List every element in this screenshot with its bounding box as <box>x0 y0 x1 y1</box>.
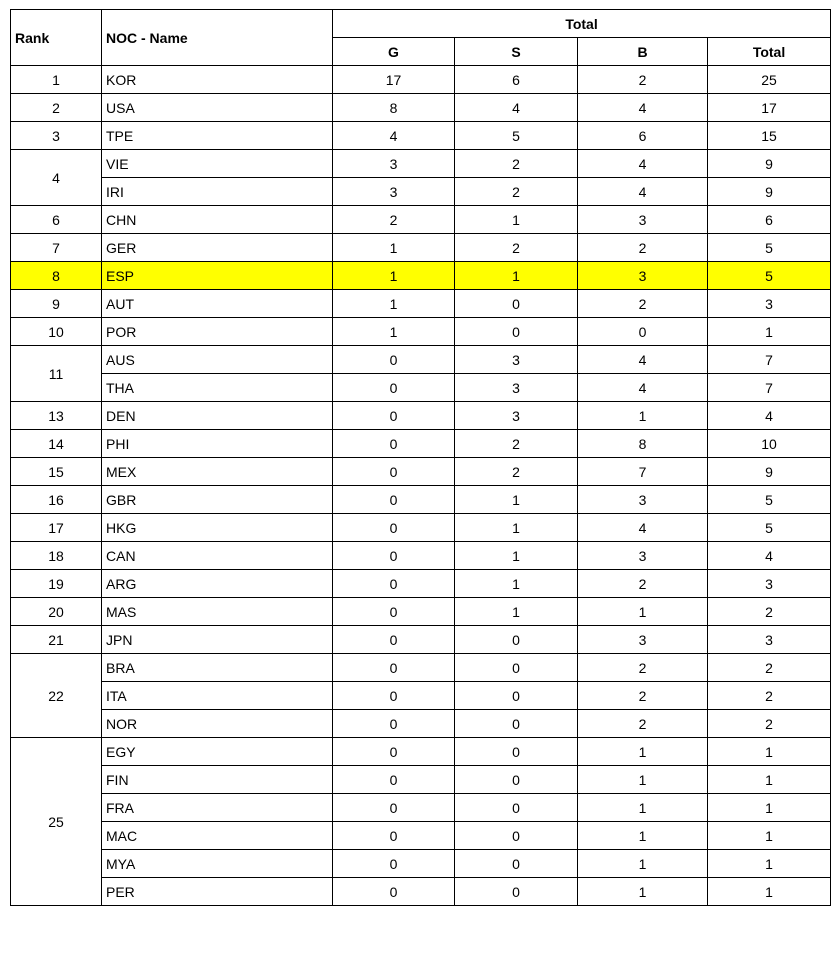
noc-name-cell: HKG <box>102 514 333 542</box>
noc-name-cell: AUS <box>102 346 333 374</box>
total-cell: 10 <box>708 430 831 458</box>
bronze-cell: 2 <box>578 66 708 94</box>
table-row <box>11 346 831 374</box>
total-cell: 3 <box>708 570 831 598</box>
header-silver: S <box>455 38 578 66</box>
silver-cell: 3 <box>455 346 578 374</box>
medal-table <box>10 9 831 906</box>
total-cell: 2 <box>708 710 831 738</box>
bronze-cell: 3 <box>578 486 708 514</box>
rank-cell: 1 <box>11 66 102 94</box>
rank-cell: 18 <box>11 542 102 570</box>
bronze-cell: 3 <box>578 262 708 290</box>
noc-name-cell: MAC <box>102 822 333 850</box>
noc-name-cell: IRI <box>102 178 333 206</box>
total-cell: 2 <box>708 598 831 626</box>
gold-cell: 0 <box>333 794 455 822</box>
gold-cell: 8 <box>333 94 455 122</box>
table-row <box>11 374 831 402</box>
rank-cell: 16 <box>11 486 102 514</box>
gold-cell: 3 <box>333 150 455 178</box>
gold-cell: 1 <box>333 290 455 318</box>
noc-name-cell: AUT <box>102 290 333 318</box>
total-cell: 5 <box>708 262 831 290</box>
gold-cell: 1 <box>333 318 455 346</box>
table-row <box>11 262 831 290</box>
gold-cell: 0 <box>333 850 455 878</box>
silver-cell: 5 <box>455 122 578 150</box>
bronze-cell: 4 <box>578 514 708 542</box>
bronze-cell: 3 <box>578 626 708 654</box>
total-cell: 1 <box>708 738 831 766</box>
silver-cell: 2 <box>455 430 578 458</box>
gold-cell: 4 <box>333 122 455 150</box>
bronze-cell: 7 <box>578 458 708 486</box>
gold-cell: 0 <box>333 346 455 374</box>
table-row <box>11 570 831 598</box>
gold-cell: 17 <box>333 66 455 94</box>
table-row <box>11 710 831 738</box>
table-row <box>11 794 831 822</box>
gold-cell: 0 <box>333 458 455 486</box>
table-row <box>11 766 831 794</box>
gold-cell: 0 <box>333 766 455 794</box>
noc-name-cell: GER <box>102 234 333 262</box>
table-row <box>11 654 831 682</box>
total-cell: 25 <box>708 66 831 94</box>
silver-cell: 0 <box>455 654 578 682</box>
rank-cell: 11 <box>11 346 102 402</box>
noc-name-cell: JPN <box>102 626 333 654</box>
table-row <box>11 402 831 430</box>
bronze-cell: 2 <box>578 654 708 682</box>
rank-cell: 21 <box>11 626 102 654</box>
table-row <box>11 878 831 906</box>
bronze-cell: 1 <box>578 766 708 794</box>
bronze-cell: 1 <box>578 794 708 822</box>
bronze-cell: 8 <box>578 430 708 458</box>
bronze-cell: 0 <box>578 318 708 346</box>
total-cell: 4 <box>708 402 831 430</box>
header-gold: G <box>333 38 455 66</box>
rank-cell: 17 <box>11 514 102 542</box>
table-row <box>11 822 831 850</box>
bronze-cell: 1 <box>578 822 708 850</box>
rank-cell: 4 <box>11 150 102 206</box>
total-cell: 1 <box>708 318 831 346</box>
bronze-cell: 4 <box>578 94 708 122</box>
silver-cell: 0 <box>455 290 578 318</box>
rank-cell: 8 <box>11 262 102 290</box>
noc-name-cell: PER <box>102 878 333 906</box>
bronze-cell: 2 <box>578 290 708 318</box>
bronze-cell: 1 <box>578 850 708 878</box>
noc-name-cell: ARG <box>102 570 333 598</box>
bronze-cell: 1 <box>578 598 708 626</box>
silver-cell: 0 <box>455 794 578 822</box>
table-row <box>11 430 831 458</box>
table-row <box>11 206 831 234</box>
rank-cell: 19 <box>11 570 102 598</box>
total-cell: 2 <box>708 682 831 710</box>
gold-cell: 0 <box>333 682 455 710</box>
bronze-cell: 4 <box>578 178 708 206</box>
silver-cell: 1 <box>455 206 578 234</box>
noc-name-cell: FIN <box>102 766 333 794</box>
total-cell: 2 <box>708 654 831 682</box>
gold-cell: 1 <box>333 262 455 290</box>
silver-cell: 0 <box>455 318 578 346</box>
table-body <box>11 66 831 906</box>
total-cell: 1 <box>708 794 831 822</box>
header-rank: Rank <box>11 10 102 66</box>
noc-name-cell: MEX <box>102 458 333 486</box>
total-cell: 5 <box>708 234 831 262</box>
bronze-cell: 2 <box>578 682 708 710</box>
gold-cell: 0 <box>333 878 455 906</box>
total-cell: 6 <box>708 206 831 234</box>
total-cell: 5 <box>708 486 831 514</box>
total-cell: 4 <box>708 542 831 570</box>
table-row <box>11 626 831 654</box>
silver-cell: 0 <box>455 738 578 766</box>
gold-cell: 0 <box>333 374 455 402</box>
rank-cell: 22 <box>11 654 102 738</box>
table-row <box>11 234 831 262</box>
table-row <box>11 850 831 878</box>
bronze-cell: 2 <box>578 234 708 262</box>
bronze-cell: 3 <box>578 206 708 234</box>
gold-cell: 1 <box>333 234 455 262</box>
noc-name-cell: FRA <box>102 794 333 822</box>
silver-cell: 0 <box>455 626 578 654</box>
table-row <box>11 682 831 710</box>
silver-cell: 2 <box>455 150 578 178</box>
total-cell: 17 <box>708 94 831 122</box>
noc-name-cell: MYA <box>102 850 333 878</box>
table-row <box>11 150 831 178</box>
total-cell: 1 <box>708 766 831 794</box>
bronze-cell: 4 <box>578 374 708 402</box>
silver-cell: 6 <box>455 66 578 94</box>
gold-cell: 3 <box>333 178 455 206</box>
table-row <box>11 738 831 766</box>
noc-name-cell: PHI <box>102 430 333 458</box>
noc-name-cell: VIE <box>102 150 333 178</box>
noc-name-cell: EGY <box>102 738 333 766</box>
gold-cell: 0 <box>333 542 455 570</box>
bronze-cell: 4 <box>578 150 708 178</box>
total-cell: 1 <box>708 850 831 878</box>
table-row <box>11 290 831 318</box>
noc-name-cell: TPE <box>102 122 333 150</box>
silver-cell: 1 <box>455 542 578 570</box>
gold-cell: 0 <box>333 514 455 542</box>
table-row <box>11 94 831 122</box>
header-total: Total <box>708 38 831 66</box>
total-cell: 7 <box>708 346 831 374</box>
noc-name-cell: GBR <box>102 486 333 514</box>
noc-name-cell: CAN <box>102 542 333 570</box>
table-header <box>11 10 831 66</box>
silver-cell: 2 <box>455 178 578 206</box>
bronze-cell: 3 <box>578 542 708 570</box>
noc-name-cell: BRA <box>102 654 333 682</box>
noc-name-cell: DEN <box>102 402 333 430</box>
rank-cell: 3 <box>11 122 102 150</box>
rank-cell: 25 <box>11 738 102 906</box>
silver-cell: 1 <box>455 598 578 626</box>
bronze-cell: 2 <box>578 570 708 598</box>
total-cell: 3 <box>708 290 831 318</box>
gold-cell: 0 <box>333 654 455 682</box>
total-cell: 3 <box>708 626 831 654</box>
table-row <box>11 598 831 626</box>
table-row <box>11 122 831 150</box>
total-cell: 7 <box>708 374 831 402</box>
table-row <box>11 178 831 206</box>
gold-cell: 0 <box>333 738 455 766</box>
noc-name-cell: USA <box>102 94 333 122</box>
rank-cell: 14 <box>11 430 102 458</box>
silver-cell: 0 <box>455 710 578 738</box>
bronze-cell: 1 <box>578 402 708 430</box>
gold-cell: 0 <box>333 626 455 654</box>
bronze-cell: 4 <box>578 346 708 374</box>
noc-name-cell: NOR <box>102 710 333 738</box>
gold-cell: 0 <box>333 598 455 626</box>
table-row <box>11 542 831 570</box>
silver-cell: 0 <box>455 766 578 794</box>
gold-cell: 0 <box>333 570 455 598</box>
total-cell: 9 <box>708 178 831 206</box>
table-row <box>11 486 831 514</box>
silver-cell: 1 <box>455 486 578 514</box>
header-bronze: B <box>578 38 708 66</box>
noc-name-cell: THA <box>102 374 333 402</box>
bronze-cell: 1 <box>578 738 708 766</box>
header-noc-name: NOC - Name <box>102 10 333 66</box>
rank-cell: 13 <box>11 402 102 430</box>
bronze-cell: 2 <box>578 710 708 738</box>
silver-cell: 3 <box>455 402 578 430</box>
header-total-group: Total <box>333 10 831 38</box>
bronze-cell: 1 <box>578 878 708 906</box>
total-cell: 1 <box>708 822 831 850</box>
gold-cell: 0 <box>333 402 455 430</box>
table-row <box>11 514 831 542</box>
total-cell: 9 <box>708 458 831 486</box>
silver-cell: 0 <box>455 682 578 710</box>
noc-name-cell: POR <box>102 318 333 346</box>
noc-name-cell: KOR <box>102 66 333 94</box>
silver-cell: 2 <box>455 234 578 262</box>
gold-cell: 0 <box>333 822 455 850</box>
rank-cell: 9 <box>11 290 102 318</box>
rank-cell: 20 <box>11 598 102 626</box>
rank-cell: 6 <box>11 206 102 234</box>
silver-cell: 0 <box>455 850 578 878</box>
gold-cell: 2 <box>333 206 455 234</box>
silver-cell: 1 <box>455 262 578 290</box>
noc-name-cell: CHN <box>102 206 333 234</box>
total-cell: 15 <box>708 122 831 150</box>
total-cell: 5 <box>708 514 831 542</box>
silver-cell: 3 <box>455 374 578 402</box>
table-row <box>11 66 831 94</box>
bronze-cell: 6 <box>578 122 708 150</box>
total-cell: 9 <box>708 150 831 178</box>
rank-cell: 10 <box>11 318 102 346</box>
total-cell: 1 <box>708 878 831 906</box>
noc-name-cell: ITA <box>102 682 333 710</box>
silver-cell: 2 <box>455 458 578 486</box>
silver-cell: 0 <box>455 878 578 906</box>
gold-cell: 0 <box>333 486 455 514</box>
gold-cell: 0 <box>333 430 455 458</box>
table-row <box>11 458 831 486</box>
rank-cell: 7 <box>11 234 102 262</box>
rank-cell: 15 <box>11 458 102 486</box>
table-row <box>11 318 831 346</box>
silver-cell: 0 <box>455 822 578 850</box>
gold-cell: 0 <box>333 710 455 738</box>
silver-cell: 4 <box>455 94 578 122</box>
noc-name-cell: MAS <box>102 598 333 626</box>
rank-cell: 2 <box>11 94 102 122</box>
silver-cell: 1 <box>455 514 578 542</box>
silver-cell: 1 <box>455 570 578 598</box>
noc-name-cell: ESP <box>102 262 333 290</box>
